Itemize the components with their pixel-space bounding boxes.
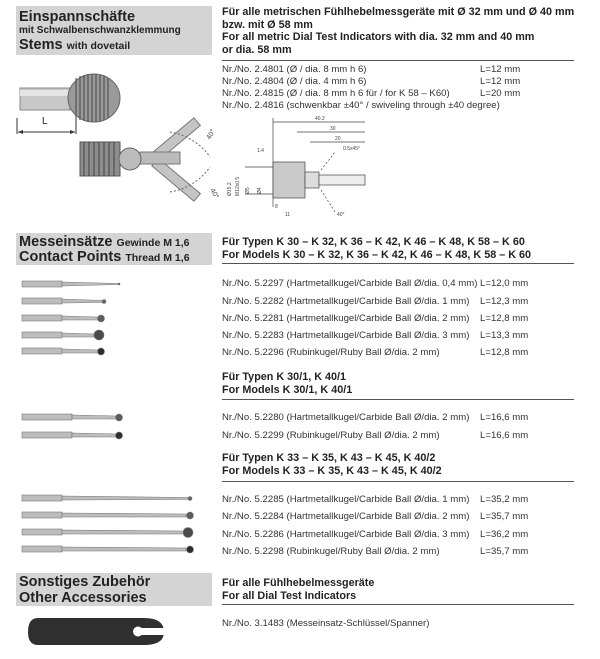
list-item: Nr./No. 5.2285 (Hartmetallkugel/Carbide Ball Ø/dia. 1 mm) L=35,2 mm: [222, 494, 529, 505]
accessory-item: Nr./No. 3.1483 (Messeinsatz-Schlüssel/Spanner): [222, 618, 430, 629]
list-item: Nr./No. 5.2286 (Hartmetallkugel/Carbide Ball Ø/dia. 3 mm) L=36,2 mm: [222, 529, 529, 540]
contacts-group-1-heading: Für Typen K 30 – K 32, K 36 – K 42, K 46 – K 48, K 58 – K 60 For Models K 30 – K 32, K 36 – K 42, K 46 – K 48, K 58 – K 60: [222, 236, 532, 261]
list-item: Nr./No. 5.2282 (Hartmetallkugel/Carbide Ball Ø/dia. 1 mm) L=12,3 mm: [222, 296, 529, 307]
svg-text:Ø5: Ø5: [245, 187, 251, 194]
list-item: Nr./No. 5.2284 (Hartmetallkugel/Carbide Ball Ø/dia. 2 mm) L=35,7 mm: [222, 511, 529, 522]
list-item: Nr./No. 2.4801 (Ø / dia. 8 mm h 6) L=12 mm: [222, 64, 521, 75]
stem-technical-drawing: [225, 112, 395, 224]
svg-text:30: 30: [330, 126, 336, 132]
list-item: Nr./No. 5.2296 (Rubinkugel/Ruby Ball Ø/dia. 2 mm) L=12,8 mm: [222, 347, 529, 358]
svg-text:1.4: 1.4: [257, 148, 264, 154]
svg-text:Ø15.2: Ø15.2: [227, 182, 233, 196]
stems-header: [16, 6, 212, 55]
stem-dim-L: L: [16, 118, 78, 136]
svg-text:8: 8: [275, 204, 278, 210]
contacts-rule-1: [222, 263, 574, 264]
accessories-title-de: Sonstiges Zubehör: [19, 574, 151, 590]
contact-points-photo-2: [18, 408, 130, 444]
list-item: Nr./No. 5.2297 (Hartmetallkugel/Carbide Ball Ø/dia. 0,4 mm) L=12,0 mm: [222, 278, 529, 289]
svg-text:40°: 40°: [208, 187, 220, 201]
svg-text:40°: 40°: [205, 128, 218, 141]
contacts-title-de: Messeinsätze Gewinde M 1,6: [19, 234, 190, 250]
stems-subtitle-de: mit Schwalbenschwanzklemmung: [19, 25, 181, 36]
svg-text:Ø4: Ø4: [257, 187, 263, 194]
list-item: Nr./No. 5.2298 (Rubinkugel/Ruby Ball Ø/dia. 2 mm) L=35,7 mm: [222, 546, 529, 557]
list-item: Nr./No. 5.2299 (Rubinkugel/Ruby Ball Ø/dia. 2 mm) L=16,6 mm: [222, 430, 529, 441]
svg-text:40.2: 40.2: [315, 116, 325, 122]
list-item: Nr./No. 5.2281 (Hartmetallkugel/Carbide Ball Ø/dia. 2 mm) L=12,8 mm: [222, 313, 529, 324]
stems-title-de: Einspannschäfte: [19, 9, 136, 25]
accessories-title-en: Other Accessories: [19, 590, 147, 606]
stems-rule: [222, 60, 574, 61]
contacts-group-2-heading: Für Typen K 30/1, K 40/1 For Models K 30/1, K 40/1: [222, 371, 353, 396]
accessories-header: [16, 573, 212, 606]
list-item: Nr./No. 5.2283 (Hartmetallkugel/Carbide Ball Ø/dia. 3 mm) L=13,3 mm: [222, 330, 529, 341]
list-item: Nr./No. 2.4816 (schwenkbar ±40° / swiveling through ±40 degree): [222, 100, 500, 111]
list-item: Nr./No. 2.4815 (Ø / dia. 8 mm h 6 für / for K 58 – K60) L=20 mm: [222, 88, 521, 99]
contacts-group-3-heading: Für Typen K 33 – K 35, K 43 – K 45, K 40/2 For Models K 33 – K 35, K 43 – K 45, K 40/2: [222, 452, 442, 477]
stems-heading: Für alle metrischen Fühlhebelmessgeräte mit Ø 32 mm und Ø 40 mm bzw. mit Ø 58 mm For all metric Dial Test Indicators with dia. 32 mm and 40 mm or dia. 58 mm: [222, 6, 575, 56]
contact-points-photo-3: [18, 489, 208, 559]
svg-text:20: 20: [335, 136, 341, 142]
list-item: Nr./No. 5.2280 (Hartmetallkugel/Carbide Ball Ø/dia. 2 mm) L=16,6 mm: [222, 412, 529, 423]
svg-text:0.5x45°: 0.5x45°: [343, 146, 361, 152]
spanner-photo: [26, 614, 176, 648]
contacts-title-en: Contact Points Thread M 1,6: [19, 249, 190, 265]
accessories-rule: [222, 604, 574, 605]
accessories-heading: Für alle Fühlhebelmessgeräte For all Dial Test Indicators: [222, 577, 375, 602]
contacts-rule-2: [222, 399, 574, 400]
stems-title-en: Stems with dovetail: [19, 37, 131, 53]
list-item: Nr./No. 2.4804 (Ø / dia. 4 mm h 6) L=12 mm: [222, 76, 521, 87]
swivel-stem-photo: [60, 112, 220, 227]
svg-text:40°: 40°: [337, 212, 345, 218]
contact-points-photo-1: [18, 274, 130, 362]
svg-text:M12x0.5: M12x0.5: [235, 176, 241, 196]
contacts-rule-3: [222, 481, 574, 482]
svg-text:11: 11: [285, 212, 291, 218]
contacts-header: [16, 233, 212, 265]
